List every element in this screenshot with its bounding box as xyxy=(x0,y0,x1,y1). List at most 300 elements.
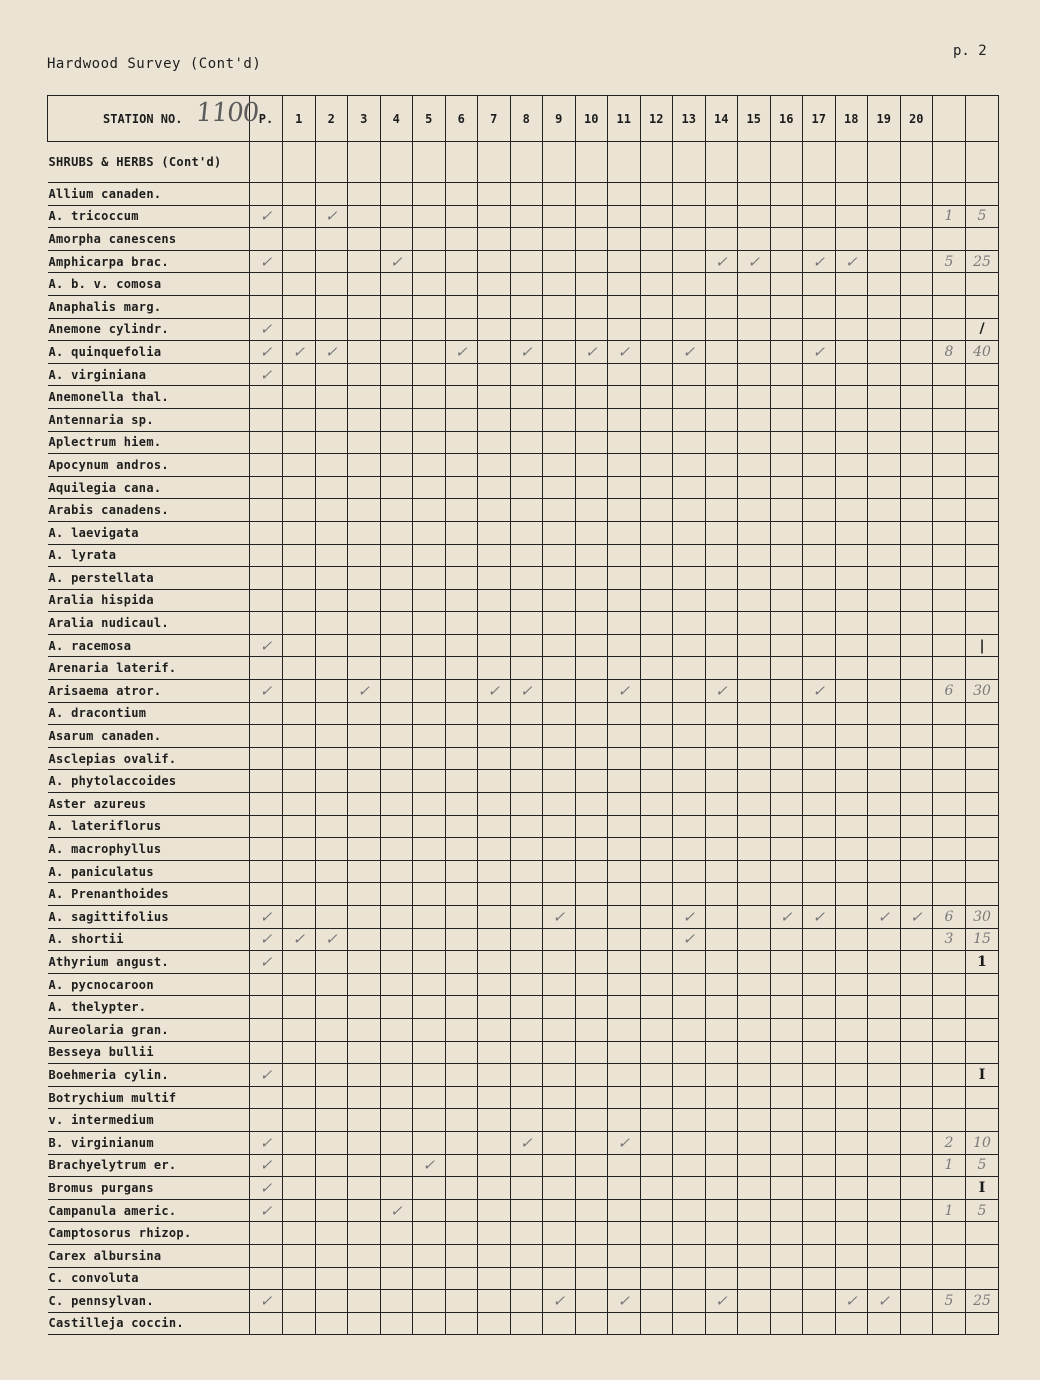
grid-cell xyxy=(348,567,381,590)
grid-cell xyxy=(575,228,608,251)
grid-cell xyxy=(250,408,283,431)
grid-cell xyxy=(608,544,641,567)
grid-cell xyxy=(770,318,803,341)
grid-cell xyxy=(445,838,478,861)
grid-cell xyxy=(738,883,771,906)
grid-cell xyxy=(900,1290,933,1313)
grid-cell xyxy=(283,205,316,228)
grid-cell xyxy=(315,1177,348,1200)
grid-cell xyxy=(250,1109,283,1132)
grid-cell xyxy=(803,1086,836,1109)
grid-cell xyxy=(413,1199,446,1222)
grid-cell xyxy=(673,454,706,477)
station-count xyxy=(933,770,966,793)
grid-cell xyxy=(640,1154,673,1177)
grid-cell xyxy=(543,341,576,364)
grid-cell xyxy=(543,1109,576,1132)
station-count xyxy=(933,1086,966,1109)
grid-cell xyxy=(640,725,673,748)
grid-cell xyxy=(380,1018,413,1041)
grid-cell xyxy=(575,1109,608,1132)
grid-cell xyxy=(250,567,283,590)
grid-cell xyxy=(868,142,901,183)
species-name: C. pennsylvan. xyxy=(48,1290,250,1313)
grid-cell xyxy=(510,1222,543,1245)
grid-cell xyxy=(348,1109,381,1132)
grid-cell xyxy=(738,273,771,296)
grid-cell xyxy=(803,860,836,883)
grid-cell xyxy=(575,793,608,816)
grid-cell xyxy=(543,205,576,228)
grid-cell xyxy=(315,476,348,499)
check-mark: ✓ xyxy=(445,341,478,364)
grid-cell xyxy=(315,634,348,657)
grid-cell xyxy=(315,793,348,816)
grid-cell xyxy=(608,657,641,680)
station-count xyxy=(933,996,966,1019)
check-mark: ✓ xyxy=(283,341,316,364)
station-count xyxy=(933,318,966,341)
grid-cell xyxy=(738,228,771,251)
grid-cell xyxy=(510,1086,543,1109)
grid-cell xyxy=(478,996,511,1019)
station-count xyxy=(933,521,966,544)
grid-cell xyxy=(770,1018,803,1041)
grid-cell xyxy=(380,612,413,635)
grid-cell xyxy=(738,454,771,477)
survey-title: Hardwood Survey (Cont'd) xyxy=(47,56,262,72)
grid-cell xyxy=(575,1199,608,1222)
grid-cell xyxy=(868,567,901,590)
grid-cell xyxy=(315,1041,348,1064)
cover-value xyxy=(966,702,999,725)
grid-cell xyxy=(283,431,316,454)
grid-cell xyxy=(283,860,316,883)
cover-value xyxy=(966,544,999,567)
grid-cell xyxy=(770,228,803,251)
grid-cell xyxy=(380,499,413,522)
cover-value xyxy=(966,431,999,454)
grid-cell xyxy=(510,1199,543,1222)
station-column-header: 13 xyxy=(673,96,706,142)
grid-cell xyxy=(738,295,771,318)
grid-cell xyxy=(250,589,283,612)
grid-cell xyxy=(640,1312,673,1335)
grid-cell xyxy=(868,1064,901,1087)
grid-cell xyxy=(380,142,413,183)
grid-cell xyxy=(413,544,446,567)
table-row xyxy=(48,205,999,228)
species-name: Brachyelytrum er. xyxy=(48,1154,250,1177)
grid-cell xyxy=(705,1267,738,1290)
cover-value xyxy=(966,973,999,996)
grid-cell xyxy=(608,1222,641,1245)
grid-cell xyxy=(478,1199,511,1222)
station-count xyxy=(933,1312,966,1335)
grid-cell xyxy=(478,702,511,725)
station-count xyxy=(933,1244,966,1267)
grid-cell xyxy=(673,838,706,861)
check-mark: ✓ xyxy=(478,680,511,703)
grid-cell xyxy=(868,725,901,748)
grid-cell xyxy=(608,815,641,838)
grid-cell xyxy=(770,142,803,183)
grid-cell xyxy=(543,1086,576,1109)
grid-cell xyxy=(640,408,673,431)
grid-cell xyxy=(608,1041,641,1064)
check-mark: ✓ xyxy=(575,341,608,364)
grid-cell xyxy=(705,142,738,183)
grid-cell xyxy=(770,612,803,635)
check-mark: ✓ xyxy=(900,906,933,929)
grid-cell xyxy=(705,431,738,454)
grid-cell xyxy=(803,1244,836,1267)
grid-cell xyxy=(640,476,673,499)
station-count xyxy=(933,273,966,296)
grid-cell xyxy=(835,1154,868,1177)
grid-cell xyxy=(900,476,933,499)
grid-cell xyxy=(900,183,933,206)
grid-cell xyxy=(770,544,803,567)
grid-cell xyxy=(868,838,901,861)
grid-cell xyxy=(608,589,641,612)
cover-value: 10 xyxy=(966,1131,999,1154)
species-name: Aquilegia cana. xyxy=(48,476,250,499)
grid-cell xyxy=(640,860,673,883)
grid-cell xyxy=(250,386,283,409)
grid-cell xyxy=(283,996,316,1019)
grid-cell xyxy=(380,567,413,590)
grid-cell xyxy=(478,1064,511,1087)
grid-cell xyxy=(900,341,933,364)
grid-cell xyxy=(705,205,738,228)
species-name: A. thelypter. xyxy=(48,996,250,1019)
grid-cell xyxy=(803,567,836,590)
grid-cell xyxy=(510,770,543,793)
grid-cell xyxy=(315,295,348,318)
grid-cell xyxy=(640,1222,673,1245)
grid-cell xyxy=(640,1199,673,1222)
grid-cell xyxy=(445,860,478,883)
station-column-header: 17 xyxy=(803,96,836,142)
cover-value xyxy=(966,1222,999,1245)
grid-cell xyxy=(803,928,836,951)
species-name: Arisaema atror. xyxy=(48,680,250,703)
grid-cell xyxy=(738,747,771,770)
station-count: 3 xyxy=(933,928,966,951)
grid-cell xyxy=(348,702,381,725)
grid-cell xyxy=(348,1312,381,1335)
check-mark: ✓ xyxy=(380,250,413,273)
cover-value xyxy=(966,815,999,838)
table-row xyxy=(48,906,999,929)
grid-cell xyxy=(705,1222,738,1245)
grid-cell xyxy=(770,273,803,296)
grid-cell xyxy=(673,589,706,612)
check-mark: ✓ xyxy=(250,1290,283,1313)
table-row xyxy=(48,544,999,567)
table-row xyxy=(48,1018,999,1041)
grid-cell xyxy=(738,860,771,883)
grid-cell xyxy=(348,1131,381,1154)
cover-value xyxy=(966,567,999,590)
grid-cell xyxy=(835,295,868,318)
grid-cell xyxy=(283,951,316,974)
grid-cell xyxy=(640,906,673,929)
grid-cell xyxy=(445,544,478,567)
grid-cell xyxy=(803,634,836,657)
grid-cell xyxy=(250,815,283,838)
grid-cell xyxy=(348,431,381,454)
grid-cell xyxy=(673,1086,706,1109)
grid-cell xyxy=(510,1041,543,1064)
grid-cell xyxy=(608,273,641,296)
grid-cell xyxy=(445,815,478,838)
grid-cell xyxy=(835,906,868,929)
grid-cell xyxy=(348,928,381,951)
grid-cell xyxy=(705,499,738,522)
grid-cell xyxy=(608,634,641,657)
grid-cell xyxy=(608,567,641,590)
check-mark: ✓ xyxy=(868,906,901,929)
grid-cell xyxy=(283,454,316,477)
grid-cell xyxy=(803,996,836,1019)
grid-cell xyxy=(575,1018,608,1041)
grid-cell xyxy=(315,1131,348,1154)
grid-cell xyxy=(413,454,446,477)
grid-cell xyxy=(868,702,901,725)
grid-cell xyxy=(478,431,511,454)
grid-cell xyxy=(445,906,478,929)
grid-cell xyxy=(575,1131,608,1154)
species-name: Botrychium multif xyxy=(48,1086,250,1109)
table-row xyxy=(48,1109,999,1132)
grid-cell xyxy=(803,205,836,228)
grid-cell xyxy=(250,702,283,725)
grid-cell xyxy=(900,973,933,996)
grid-cell xyxy=(543,793,576,816)
grid-cell xyxy=(250,657,283,680)
grid-cell xyxy=(900,250,933,273)
grid-cell xyxy=(478,1312,511,1335)
grid-cell xyxy=(868,680,901,703)
grid-cell xyxy=(250,142,283,183)
station-count xyxy=(933,1109,966,1132)
grid-cell xyxy=(900,1244,933,1267)
grid-cell xyxy=(835,1312,868,1335)
cover-value xyxy=(966,273,999,296)
grid-cell xyxy=(380,1312,413,1335)
station-column-header: 16 xyxy=(770,96,803,142)
grid-cell xyxy=(478,725,511,748)
grid-cell xyxy=(868,747,901,770)
grid-cell xyxy=(380,815,413,838)
grid-cell xyxy=(445,476,478,499)
grid-cell xyxy=(868,928,901,951)
station-count xyxy=(933,386,966,409)
grid-cell xyxy=(640,657,673,680)
grid-cell xyxy=(445,142,478,183)
grid-cell xyxy=(705,408,738,431)
grid-cell xyxy=(835,567,868,590)
grid-cell xyxy=(315,521,348,544)
grid-cell xyxy=(705,1199,738,1222)
grid-cell xyxy=(868,1177,901,1200)
grid-cell xyxy=(478,386,511,409)
grid-cell xyxy=(835,725,868,748)
grid-cell xyxy=(803,1131,836,1154)
station-count xyxy=(933,1018,966,1041)
grid-cell xyxy=(510,521,543,544)
grid-cell xyxy=(770,883,803,906)
grid-cell xyxy=(900,454,933,477)
grid-cell xyxy=(770,1177,803,1200)
grid-cell xyxy=(380,928,413,951)
grid-cell xyxy=(478,1131,511,1154)
grid-cell xyxy=(705,228,738,251)
grid-cell xyxy=(770,205,803,228)
grid-cell xyxy=(770,1154,803,1177)
grid-cell xyxy=(543,860,576,883)
table-row xyxy=(48,634,999,657)
grid-cell xyxy=(835,973,868,996)
grid-cell xyxy=(900,702,933,725)
grid-cell xyxy=(283,838,316,861)
grid-cell xyxy=(250,521,283,544)
table-row xyxy=(48,250,999,273)
check-mark: ✓ xyxy=(250,318,283,341)
grid-cell xyxy=(478,454,511,477)
grid-cell xyxy=(673,1109,706,1132)
station-count xyxy=(933,228,966,251)
species-name: Castilleja coccin. xyxy=(48,1312,250,1335)
grid-cell xyxy=(770,634,803,657)
grid-cell xyxy=(868,973,901,996)
grid-cell xyxy=(283,476,316,499)
grid-cell xyxy=(640,567,673,590)
grid-cell xyxy=(380,680,413,703)
grid-cell xyxy=(250,883,283,906)
grid-cell xyxy=(380,1064,413,1087)
grid-cell xyxy=(803,838,836,861)
grid-cell xyxy=(640,1177,673,1200)
grid-cell xyxy=(673,747,706,770)
grid-cell xyxy=(933,142,966,183)
station-column-header: 1 xyxy=(283,96,316,142)
table-row xyxy=(48,680,999,703)
station-column-header: 18 xyxy=(835,96,868,142)
grid-cell xyxy=(835,454,868,477)
check-mark: ✓ xyxy=(510,680,543,703)
grid-cell xyxy=(478,250,511,273)
grid-cell xyxy=(705,634,738,657)
grid-cell xyxy=(640,454,673,477)
grid-cell xyxy=(803,454,836,477)
grid-cell xyxy=(413,996,446,1019)
grid-cell xyxy=(608,408,641,431)
table-row xyxy=(48,567,999,590)
grid-cell xyxy=(315,499,348,522)
grid-cell xyxy=(705,838,738,861)
grid-cell xyxy=(315,702,348,725)
station-count xyxy=(933,454,966,477)
station-count xyxy=(933,431,966,454)
station-column-header: 20 xyxy=(900,96,933,142)
grid-cell xyxy=(510,838,543,861)
cover-value xyxy=(966,860,999,883)
grid-cell xyxy=(770,341,803,364)
cover-column-header xyxy=(966,96,999,142)
grid-cell xyxy=(803,408,836,431)
table-row xyxy=(48,431,999,454)
grid-cell xyxy=(510,386,543,409)
grid-cell xyxy=(478,476,511,499)
cover-value xyxy=(966,295,999,318)
grid-cell xyxy=(673,183,706,206)
grid-cell xyxy=(868,1131,901,1154)
table-row xyxy=(48,1086,999,1109)
station-count xyxy=(933,544,966,567)
grid-cell xyxy=(478,1177,511,1200)
station-column-header: 6 xyxy=(445,96,478,142)
grid-cell xyxy=(413,341,446,364)
grid-cell xyxy=(445,1312,478,1335)
station-column-header: 8 xyxy=(510,96,543,142)
grid-cell xyxy=(803,815,836,838)
grid-cell xyxy=(608,1244,641,1267)
grid-cell xyxy=(900,1222,933,1245)
grid-cell xyxy=(348,1086,381,1109)
grid-cell xyxy=(575,1064,608,1087)
grid-cell xyxy=(738,499,771,522)
cover-value xyxy=(966,770,999,793)
grid-cell xyxy=(835,1018,868,1041)
grid-cell xyxy=(640,295,673,318)
grid-cell xyxy=(575,295,608,318)
grid-cell xyxy=(868,1018,901,1041)
grid-cell xyxy=(900,1131,933,1154)
station-column-header: 15 xyxy=(738,96,771,142)
grid-cell xyxy=(868,1199,901,1222)
check-mark: ✓ xyxy=(835,1290,868,1313)
table-row xyxy=(48,951,999,974)
grid-cell xyxy=(608,205,641,228)
grid-cell xyxy=(705,725,738,748)
station-count xyxy=(933,589,966,612)
grid-cell xyxy=(478,838,511,861)
grid-cell xyxy=(380,1131,413,1154)
grid-cell xyxy=(673,567,706,590)
grid-cell xyxy=(705,928,738,951)
grid-cell xyxy=(673,476,706,499)
grid-cell xyxy=(770,363,803,386)
station-count xyxy=(933,1041,966,1064)
grid-cell xyxy=(803,1177,836,1200)
grid-cell xyxy=(380,205,413,228)
grid-cell xyxy=(413,1131,446,1154)
grid-cell xyxy=(250,612,283,635)
table-row xyxy=(48,973,999,996)
grid-cell xyxy=(478,499,511,522)
cover-value: 5 xyxy=(966,1154,999,1177)
grid-cell xyxy=(900,521,933,544)
grid-cell xyxy=(283,680,316,703)
grid-cell xyxy=(900,951,933,974)
grid-cell xyxy=(770,454,803,477)
grid-cell xyxy=(868,363,901,386)
grid-cell xyxy=(413,838,446,861)
station-count xyxy=(933,702,966,725)
